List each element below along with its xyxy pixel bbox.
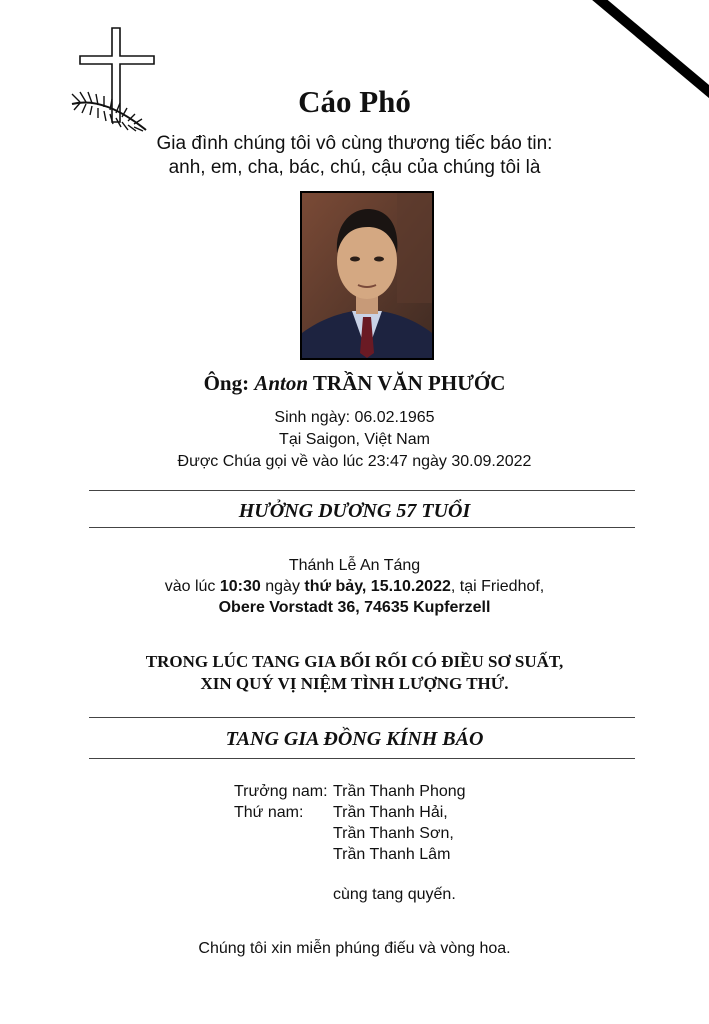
age-heading: HƯỞNG DƯƠNG 57 TUỔI bbox=[238, 500, 471, 522]
sons-label: Thứ nam: bbox=[234, 804, 304, 821]
divider bbox=[89, 527, 635, 528]
family-heading: TANG GIA ĐỒNG KÍNH BÁO bbox=[225, 728, 484, 750]
eldest-son-label: Trưởng nam: bbox=[234, 783, 328, 800]
funeral-date: thứ bảy, 15.10.2022 bbox=[304, 578, 451, 595]
birth-date: Sinh ngày: 06.02.1965 bbox=[274, 409, 435, 426]
intro-line-1: Gia đình chúng tôi vô cùng thương tiếc báo tin: bbox=[156, 133, 553, 154]
relatives-line: cùng tang quyến. bbox=[333, 886, 456, 903]
funeral-time: 10:30 bbox=[219, 578, 261, 595]
portrait-photo bbox=[300, 191, 434, 360]
deceased-name bbox=[0, 371, 709, 396]
birth-place: Tại Saigon, Việt Nam bbox=[279, 431, 430, 448]
funeral-title: Thánh Lễ An Táng bbox=[288, 557, 421, 574]
eldest-son-name: Trần Thanh Phong bbox=[333, 783, 466, 800]
page-title: Cáo Phó bbox=[298, 84, 411, 119]
funeral-time-line bbox=[0, 578, 709, 596]
apology-line-1: TRONG LÚC TANG GIA BỐI RỐI CÓ ĐIỀU SƠ SUẤT, bbox=[145, 652, 564, 671]
full-name: TRẦN VĂN PHƯỚC bbox=[312, 371, 506, 395]
death-date: Được Chúa gọi về vào lúc 23:47 ngày 30.09.2022 bbox=[177, 453, 532, 470]
divider bbox=[89, 717, 635, 718]
given-name: Anton bbox=[254, 371, 309, 395]
funeral-pre: vào lúc bbox=[164, 578, 220, 595]
divider bbox=[89, 490, 635, 491]
funeral-mid: ngày bbox=[260, 578, 305, 595]
funeral-post: , tại Friedhof, bbox=[450, 578, 545, 595]
intro-line-2: anh, em, cha, bác, chú, cậu của chúng tôi là bbox=[168, 157, 541, 178]
son-name: Trần Thanh Lâm bbox=[333, 846, 451, 863]
name-prefix: Ông: bbox=[203, 371, 250, 395]
divider bbox=[89, 758, 635, 759]
funeral-address: Obere Vorstadt 36, 74635 Kupferzell bbox=[218, 599, 491, 616]
son-name: Trần Thanh Sơn, bbox=[333, 825, 454, 842]
apology-line-2: XIN QUÝ VỊ NIỆM TÌNH LƯỢNG THỨ. bbox=[200, 674, 509, 693]
closing-note: Chúng tôi xin miễn phúng điếu và vòng hoa. bbox=[198, 940, 511, 957]
son-name: Trần Thanh Hải, bbox=[333, 804, 448, 821]
